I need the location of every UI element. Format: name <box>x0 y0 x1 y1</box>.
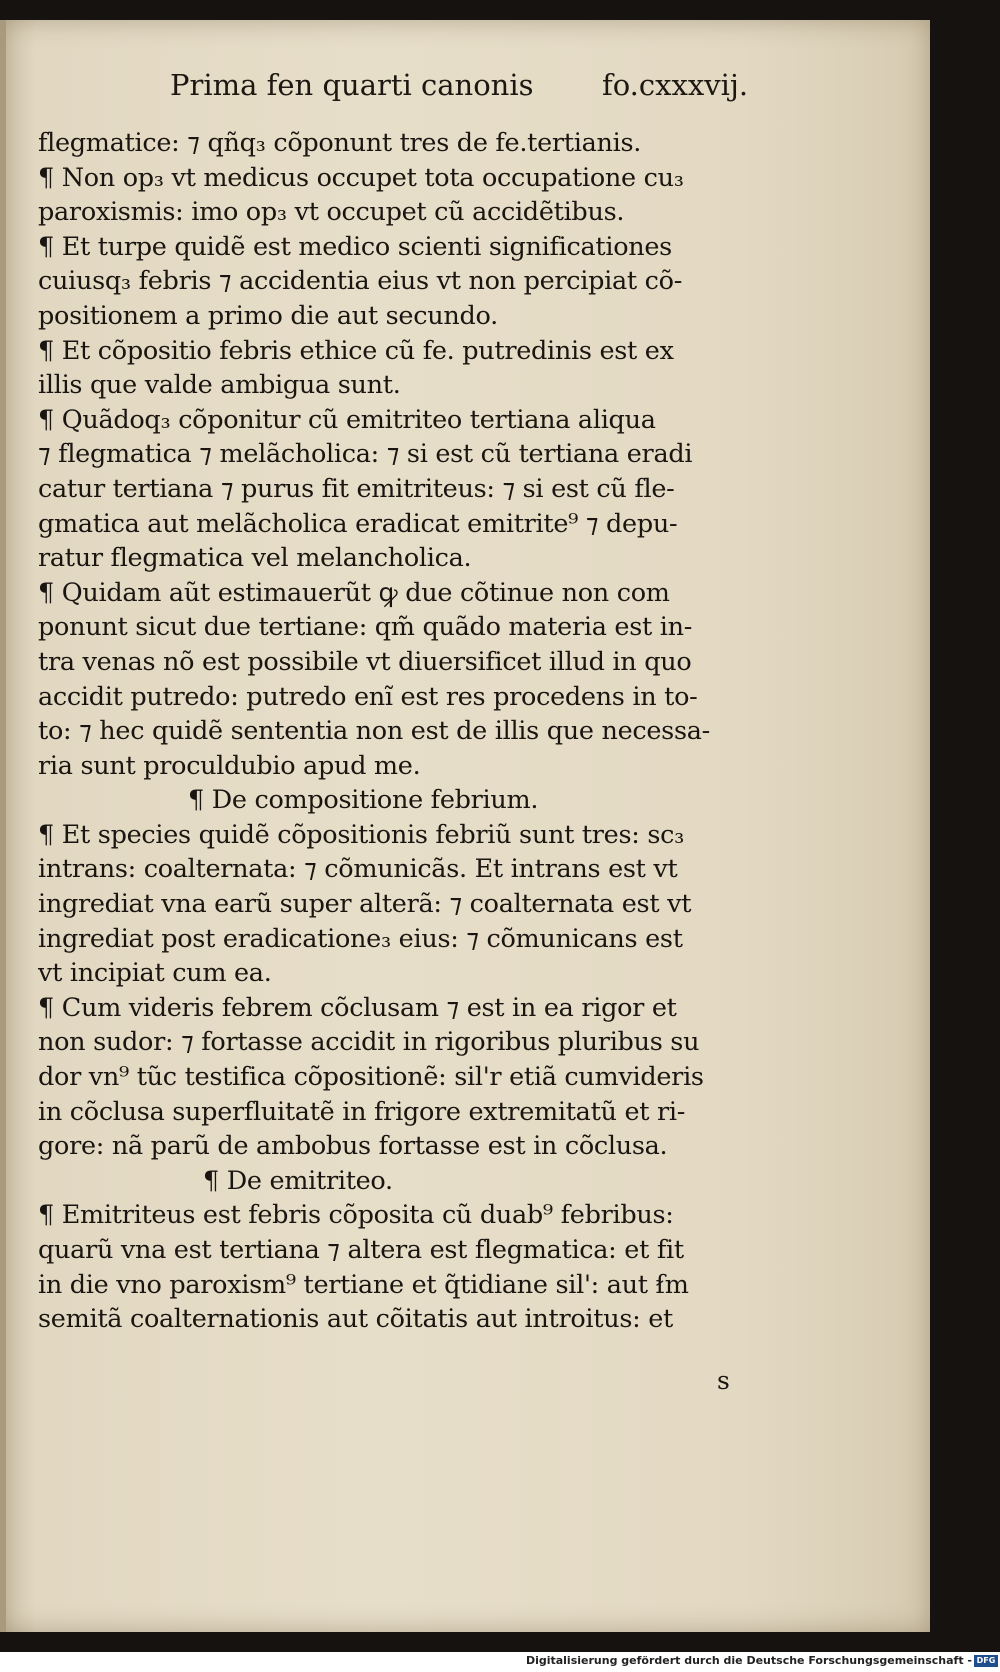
text-line: non sudor: ⁊ fortasse accidit in rigoribus pluribus su <box>38 1027 700 1058</box>
text-line: intrans: coalternata: ⁊ cõmunicãs. Et intrans est vt <box>38 854 678 885</box>
text-line: dor vn⁹ tũc testifica cõpositionẽ: sil'r etiã cumvideris <box>38 1062 704 1093</box>
text-line: to: ⁊ hec quidẽ sententia non est de illis que necessa- <box>38 716 710 747</box>
text-line: catur tertiana ⁊ purus fit emitriteus: ⁊ si est cũ fle- <box>38 473 675 504</box>
funding-credit: Digitalisierung gefördert durch die Deutsche Forschungsgemeinschaft - <box>525 1654 972 1667</box>
text-line: quarũ vna est tertiana ⁊ altera est flegmatica: et fit <box>38 1235 684 1265</box>
text-line: accidit putredo: putredo enĩ est res procedens in to- <box>38 681 698 712</box>
text-line: ¶ Quãdoq₃ cõponitur cũ emitriteo tertiana aliqua <box>38 404 656 435</box>
text-line: cuiusq₃ febris ⁊ accidentia eius vt non percipiat cõ- <box>38 266 683 297</box>
text-line: gmatica aut melãcholica eradicat emitrite⁹ ⁊ depu- <box>38 508 678 539</box>
page-gutter <box>0 20 6 1632</box>
section-heading-composition: ¶ De compositione febrium. <box>188 785 539 816</box>
folio-number: fo.cxxxvij. <box>602 68 749 102</box>
text-line: in die vno paroxism⁹ tertiane et q̃tidiane sil': aut ẜm <box>38 1269 689 1300</box>
signature-mark: s <box>717 1366 730 1395</box>
dfg-logo: DFG <box>974 1655 998 1667</box>
text-line: ¶ Quidam aũt estimauerũt ꝙ due cõtinue non com <box>38 577 670 608</box>
text-line: ¶ Cum videris febrem cõclusam ⁊ est in ea rigor et <box>38 992 677 1023</box>
text-line: ¶ Et turpe quidẽ est medico scienti significationes <box>38 231 672 262</box>
text-line: paroxismis: imo op₃ vt occupet cũ accidẽtibus. <box>38 197 625 228</box>
text-line: ¶ Et species quidẽ cõpositionis febriũ sunt tres: sc₃ <box>38 819 685 850</box>
text-line: ingrediat vna earũ super alterã: ⁊ coalternata est vt <box>38 889 692 920</box>
text-line: vt incipiat cum ea. <box>38 958 272 989</box>
section-heading-emitriteo: ¶ De emitriteo. <box>203 1165 393 1196</box>
text-line: illis que valde ambigua sunt. <box>38 370 401 401</box>
text-line: gore: nã parũ de ambobus fortasse est in cõclusa. <box>38 1131 668 1162</box>
running-header <box>170 68 790 102</box>
text-line: ratur flegmatica vel melancholica. <box>38 543 472 574</box>
text-line: ⁊ flegmatica ⁊ melãcholica: ⁊ si est cũ tertiana eradi <box>38 439 693 470</box>
text-line: ¶ Et cõpositio febris ethice cũ fe. putredinis est ex <box>38 335 674 366</box>
text-line: tra venas nõ est possibile vt diuersificet illud in quo <box>38 646 692 677</box>
text-line: ponunt sicut due tertiane: qm̃ quãdo materia est in- <box>38 612 693 643</box>
text-line: ¶ Emitriteus est febris cõposita cũ duab⁹ febribus: <box>38 1200 674 1231</box>
text-line: flegmatice: ⁊ qñq₃ cõponunt tres de fe.tertianis. <box>38 128 642 158</box>
text-line: semitã coalternationis aut cõitatis aut introitus: et <box>38 1304 673 1335</box>
text-line: ria sunt proculdubio apud me. <box>38 750 421 781</box>
body-text <box>38 126 818 1337</box>
text-line: ingrediat post eradicatione₃ eius: ⁊ cõmunicans est <box>38 923 683 954</box>
running-title: Prima fen quarti canonis <box>170 68 534 102</box>
text-line: ¶ Non op₃ vt medicus occupet tota occupatione cu₃ <box>38 162 684 193</box>
text-line: positionem a primo die aut secundo. <box>38 300 498 331</box>
text-line: in cõclusa superfluitatẽ in frigore extremitatũ et ri- <box>38 1096 686 1127</box>
